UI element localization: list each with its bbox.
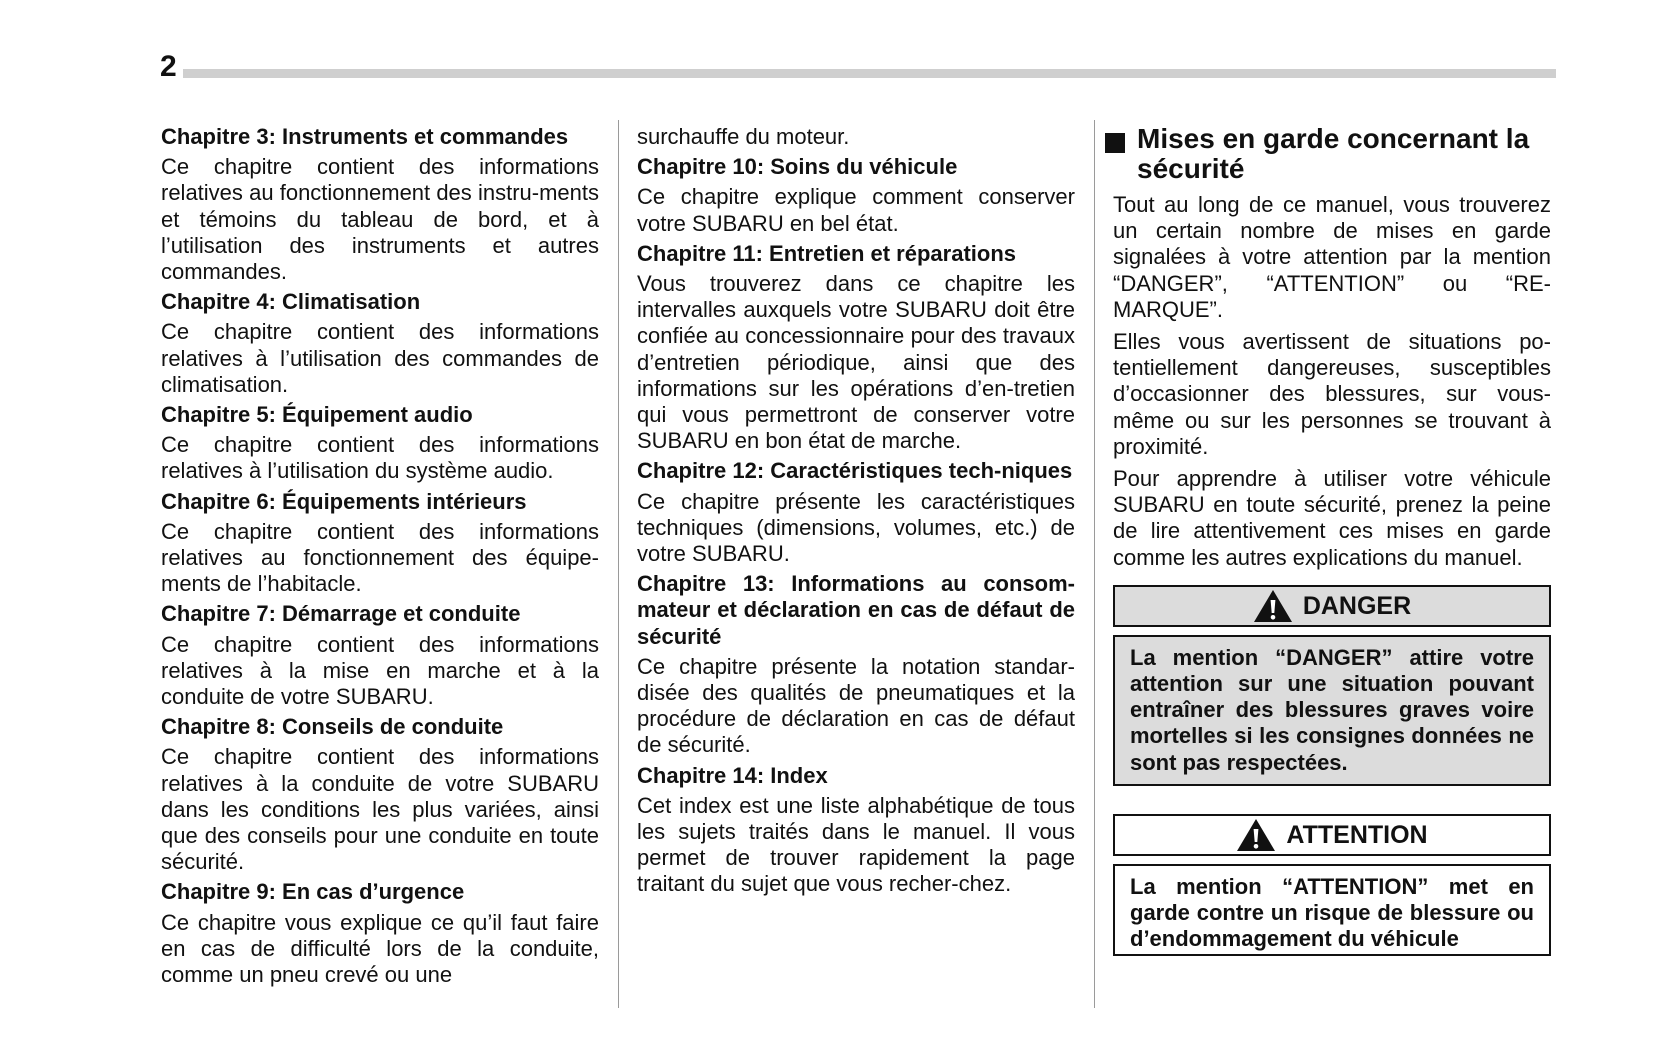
paragraph: Tout au long de ce manuel, vous trouverez un certain nombre de mises en garde signalées à votre attention par la mention “DANGER”, “ATTENTION” ou “RE-MARQUE”. (1113, 192, 1551, 322)
chapter-description: Ce chapitre vous explique ce qu’il faut faire en cas de difficulté lors de la conduite, comme un pneu crevé ou une (161, 909, 599, 988)
chapter-description: Ce chapitre contient des informations relatives à l’utilisation du système audio. (161, 432, 599, 484)
chapter-entry (161, 489, 599, 598)
chapter-description: Cet index est une liste alphabétique de tous les sujets traités dans le manuel. Il vous permet de trouver rapidement la page traitant du sujet que vous recher-chez. (637, 792, 1075, 897)
chapter-description: Ce chapitre présente la notation standar-disée des qualités de pneumatiques et la procédure de déclaration en cas de défaut de sécurité. (637, 653, 1075, 758)
danger-header (1113, 585, 1551, 627)
chapter-entry (637, 458, 1075, 567)
chapter-description: Ce chapitre présente les caractéristiques techniques (dimensions, volumes, etc.) de votre SUBARU. (637, 488, 1075, 567)
chapter-title: Chapitre 9: En cas d’urgence (161, 879, 465, 905)
chapter-entry (161, 289, 599, 398)
danger-text-box: La mention “DANGER” attire votre attention sur une situation pouvant entraîner des blessures graves voire mortelles si les consignes données ne sont pas respectées. (1113, 635, 1551, 786)
chapter-title: Chapitre 13: Informations au consom-mateur et déclaration en cas de défaut de sécurité (637, 571, 1075, 649)
chapter-description: Ce chapitre contient des informations relatives au fonctionnement des équipe-ments de l’habitacle. (161, 518, 599, 597)
attention-label: ATTENTION (1286, 820, 1428, 849)
chapter-title: Chapitre 4: Climatisation (161, 289, 421, 315)
chapter-description: Ce chapitre contient des informations relatives à l’utilisation des commandes de climatisation. (161, 319, 599, 397)
header-rule (183, 69, 1556, 78)
attention-text-box: La mention “ATTENTION” met en garde contre un risque de blessure ou d’endommagement du véhicule (1113, 864, 1551, 957)
chapter-title: Chapitre 6: Équipements intérieurs (161, 488, 527, 514)
paragraph: Pour apprendre à utiliser votre véhicule SUBARU en toute sécurité, prenez la peine de lire attentivement ces mises en garde comme les autres explications du manuel. (1113, 466, 1551, 570)
chapter-entry (637, 241, 1075, 455)
chapter-description: Ce chapitre contient des informations relatives à la conduite de votre SUBARU dans les conditions les plus variées, ainsi que des conseils pour une conduite en toute sécurité. (161, 744, 599, 875)
chapter-entry (637, 571, 1075, 758)
column-divider (618, 120, 619, 1008)
chapter-title: Chapitre 14: Index (637, 762, 828, 788)
chapter-title: Chapitre 5: Équipement audio (161, 402, 473, 428)
section-title: Mises en garde concernant la sécurité (1137, 123, 1530, 184)
chapter-title: Chapitre 8: Conseils de conduite (161, 714, 504, 740)
chapter-entry (161, 601, 599, 710)
chapter-description: Vous trouverez dans ce chapitre les intervalles auxquels votre SUBARU doit être confiée au concessionnaire pour des travaux d’entretien périodique, ainsi que des informations sur les opérations d’en-tretien qui vous permettront de conserver votre SUBARU en bon état de marche. (637, 271, 1075, 454)
chapter-entry (637, 763, 1075, 898)
chapter-entry (161, 879, 599, 988)
warning-triangle-icon (1253, 589, 1293, 623)
chapter-title: Chapitre 3: Instruments et commandes (161, 124, 569, 149)
chapter-description: Ce chapitre contient des informations relatives au fonctionnement des instru-ments et témoins du tableau de bord, et à l’utilisation des instruments et autres commandes. (161, 154, 599, 285)
chapter-entry (161, 714, 599, 875)
section-heading (1105, 124, 1551, 184)
column-right (1113, 124, 1551, 956)
page-number: 2 (160, 50, 177, 83)
chapter-title: Chapitre 7: Démarrage et conduite (161, 601, 521, 627)
chapter-description: Ce chapitre explique comment conserver votre SUBARU en bel état. (637, 184, 1075, 236)
chapter-title: Chapitre 11: Entretien et réparations (637, 240, 1016, 266)
warning-triangle-icon (1236, 818, 1276, 852)
continued-text: surchauffe du moteur. (637, 124, 850, 149)
paragraph: Elles vous avertissent de situations po-tentiellement dangereuses, susceptibles d’occasionner des blessures, sur vous-même ou sur les personnes se trouvant à proximité. (1113, 329, 1551, 459)
column-left (161, 124, 599, 992)
chapter-entry (161, 124, 599, 285)
chapter-entry (637, 154, 1075, 237)
attention-header (1113, 814, 1551, 856)
chapter-title: Chapitre 12: Caractéristiques tech-niques (637, 458, 1073, 484)
column-divider (1094, 120, 1095, 1008)
square-bullet-icon (1105, 133, 1125, 153)
danger-label: DANGER (1302, 591, 1412, 620)
chapter-entry (161, 402, 599, 485)
chapter-title: Chapitre 10: Soins du véhicule (637, 154, 958, 180)
chapter-description: Ce chapitre contient des informations relatives à la mise en marche et à la conduite de votre SUBARU. (161, 631, 599, 710)
column-middle (637, 124, 1075, 902)
